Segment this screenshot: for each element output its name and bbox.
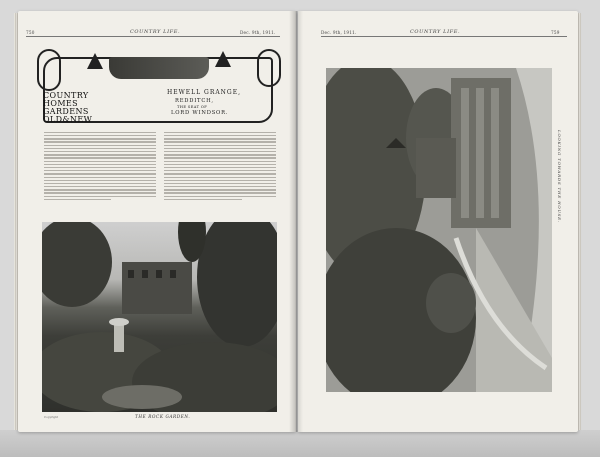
terrace-caption: LOOKING TOWARDS THE HOUSE. [557, 130, 562, 223]
right-running-head: COUNTRY LIFE. [410, 29, 461, 35]
rock-garden-illustration [42, 222, 277, 412]
article-column-1 [44, 130, 156, 218]
masthead-scroll-right [257, 49, 281, 87]
owner-name: LORD WINDSOR. [171, 110, 229, 116]
title-line-old-new: OLD&NEW [43, 115, 93, 124]
house-vignette [109, 57, 209, 79]
house-name: HEWELL GRANGE, [167, 89, 242, 96]
masthead [37, 47, 280, 127]
left-running-head: COUNTRY LIFE. [130, 29, 181, 35]
title-line-homes: HOMES [43, 99, 79, 108]
article-column-2 [164, 130, 276, 218]
left-page-number: 750 [26, 30, 35, 35]
right-date: Dec. 9th, 1911. [321, 30, 357, 35]
left-date: Dec. 9th, 1911. [240, 30, 276, 35]
rock-garden-photo [42, 222, 277, 412]
seat-of-label: THE SEAT OF [177, 105, 208, 109]
title-line-country: COUNTRY [43, 91, 89, 100]
title-line-gardens: GARDENS [43, 107, 89, 116]
terrace-illustration [326, 68, 552, 392]
terrace-photo [326, 68, 552, 392]
left-tree-icon [87, 53, 103, 69]
left-header-rule [26, 36, 280, 37]
right-page-number: 759 [551, 30, 560, 35]
right-header-rule [321, 36, 567, 37]
photo-credit-left: Copyright [44, 415, 59, 419]
masthead-title [43, 92, 92, 124]
masthead-scroll-left [37, 49, 61, 91]
table-surface [0, 430, 600, 457]
house-location: REDDITCH, [175, 98, 214, 104]
book-gutter [289, 11, 303, 432]
right-tree-icon [215, 51, 231, 67]
rock-garden-caption: THE ROCK GARDEN. [135, 414, 191, 419]
